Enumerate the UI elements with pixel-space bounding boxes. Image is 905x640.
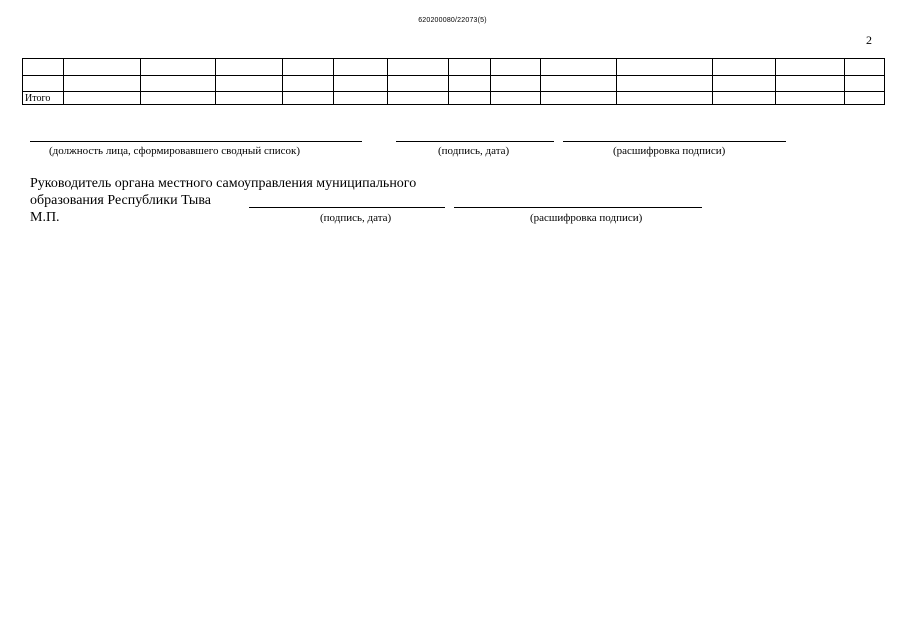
table-row <box>23 76 885 92</box>
table-cell <box>541 59 617 76</box>
decode-line <box>563 141 786 142</box>
table-cell <box>141 92 216 105</box>
table-cell <box>283 92 334 105</box>
stamp-place: М.П. <box>30 210 60 225</box>
decode-caption: (расшифровка подписи) <box>613 145 726 157</box>
table-cell <box>845 59 885 76</box>
table-cell <box>449 59 491 76</box>
table-cell <box>334 76 388 92</box>
table-cell: Итого <box>23 92 64 105</box>
table-cell <box>491 76 541 92</box>
table-row <box>23 92 885 105</box>
table-cell <box>283 76 334 92</box>
table-cell <box>388 76 449 92</box>
head-title-line1: Руководитель органа местного самоуправления муниципального <box>30 176 417 191</box>
table-cell <box>845 92 885 105</box>
table-cell <box>776 92 845 105</box>
table-cell <box>776 59 845 76</box>
table-cell <box>617 76 713 92</box>
table-cell <box>617 59 713 76</box>
table-cell <box>541 92 617 105</box>
table-cell <box>776 76 845 92</box>
position-caption: (должность лица, сформировавшего сводный список) <box>49 145 300 157</box>
table-cell <box>283 59 334 76</box>
signature-line <box>396 141 554 142</box>
table-cell <box>216 92 283 105</box>
table-cell <box>491 92 541 105</box>
table-cell <box>216 76 283 92</box>
head-signature-caption: (подпись, дата) <box>320 212 392 224</box>
table-cell <box>23 59 64 76</box>
table-cell <box>713 76 776 92</box>
table-row <box>23 59 885 76</box>
page-number: 2 <box>866 33 872 47</box>
table-cell <box>491 59 541 76</box>
table-cell <box>334 92 388 105</box>
table-cell <box>334 59 388 76</box>
table-cell <box>23 76 64 92</box>
table-cell <box>845 76 885 92</box>
summary-table <box>22 58 885 105</box>
head-decode-caption: (расшифровка подписи) <box>530 212 643 224</box>
table-cell <box>713 59 776 76</box>
table-cell <box>388 92 449 105</box>
table-cell <box>64 59 141 76</box>
head-decode-line <box>454 207 702 208</box>
table-cell <box>541 76 617 92</box>
table-cell <box>64 76 141 92</box>
table-cell <box>141 59 216 76</box>
document-id: 620200080/22073(5) <box>418 17 487 24</box>
head-title-line2: образования Республики Тыва <box>30 193 211 208</box>
table-cell <box>713 92 776 105</box>
table-cell <box>216 59 283 76</box>
table-cell <box>449 92 491 105</box>
table-cell <box>64 92 141 105</box>
position-line <box>30 141 362 142</box>
table-cell <box>449 76 491 92</box>
head-signature-line <box>249 207 445 208</box>
table-cell <box>617 92 713 105</box>
signature-caption: (подпись, дата) <box>438 145 510 157</box>
table-cell <box>388 59 449 76</box>
table-cell <box>141 76 216 92</box>
